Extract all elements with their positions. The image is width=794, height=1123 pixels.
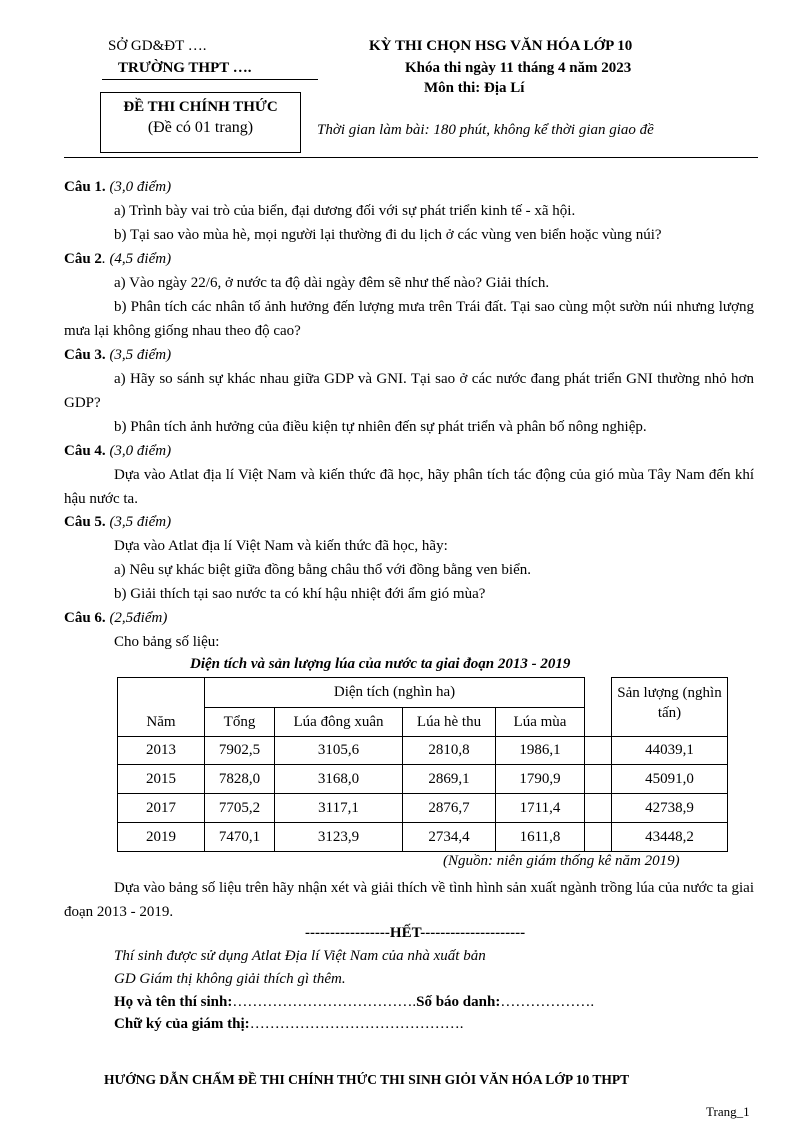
question-points: (3,0 điểm) xyxy=(109,179,172,195)
question-part: b) Tại sao vào mùa hè, mọi người lại thường đi du lịch ở các vùng ven biển hoặc vùng núi? xyxy=(114,227,662,243)
supervisor-sign xyxy=(114,1016,463,1033)
header-area-group: Diện tích (nghìn ha) xyxy=(205,678,585,708)
cell-total: 7828,0 xyxy=(205,765,275,794)
question-label: Câu 4. xyxy=(64,443,106,459)
pages-note: (Đề có 01 trang) xyxy=(147,119,254,136)
name-dots: ………………………………. xyxy=(232,994,417,1010)
question-part: Cho bảng số liệu: xyxy=(114,634,220,650)
school-underline xyxy=(102,79,318,80)
cell-year: 2015 xyxy=(118,765,205,794)
question-label: Câu 6. xyxy=(64,610,106,626)
question-points: . (4,5 điểm) xyxy=(101,251,172,267)
data-table xyxy=(117,677,728,852)
exam-title: KỲ THI CHỌN HSG VĂN HÓA LỚP 10 xyxy=(369,38,633,54)
cell-winter: 3168,0 xyxy=(275,765,403,794)
official-label: ĐỀ THI CHÍNH THỨC xyxy=(123,99,278,115)
table-row xyxy=(118,765,728,794)
page-number: Trang_1 xyxy=(706,1104,750,1119)
table-spacer xyxy=(585,678,612,737)
cell-total: 7470,1 xyxy=(205,823,275,852)
dept-name: SỞ GD&ĐT …. xyxy=(108,38,207,54)
question-points: (3,5 điểm) xyxy=(109,514,172,530)
question-part: b) Phân tích các nhân tố ảnh hưởng đến lượng mưa trên Trái đất. Tại sao cùng một sườn núi nhưng lượng mưa lại không giống nhau theo độ cao? xyxy=(64,299,754,339)
cell-autumn: 1790,9 xyxy=(496,765,585,794)
cell-winter: 3105,6 xyxy=(275,737,403,765)
official-exam-box xyxy=(100,92,301,153)
question-part: Dựa vào Atlat địa lí Việt Nam và kiến thức đã học, hãy: xyxy=(114,538,448,554)
cell-autumn: 1711,4 xyxy=(496,794,585,823)
header-year: Năm xyxy=(118,678,205,737)
question-points: (3,0 điểm) xyxy=(109,443,172,459)
cell-year: 2017 xyxy=(118,794,205,823)
question-5-heading xyxy=(64,511,754,535)
question-4-heading xyxy=(64,440,754,464)
cell-year: 2013 xyxy=(118,737,205,765)
table-spacer xyxy=(585,737,612,765)
table-title: Diện tích và sản lượng lúa của nước ta giai đoạn 2013 - 2019 xyxy=(190,656,571,672)
end-marker: -----------------HẾT--------------------- xyxy=(305,925,526,941)
question-6-task: Dựa vào bảng số liệu trên hãy nhận xét và giải thích về tình hình sản xuất ngành trồng lúa của nước ta giai đoạn 2013 - 2019. xyxy=(64,880,754,920)
question-label: Câu 2 xyxy=(64,251,102,267)
cell-winter: 3117,1 xyxy=(275,794,403,823)
footer-title: HƯỚNG DẪN CHẤM ĐỀ THI CHÍNH THỨC THI SINH GIỎI VĂN HÓA LỚP 10 THPT xyxy=(104,1072,630,1087)
cell-output: 43448,2 xyxy=(612,823,728,852)
cell-output: 42738,9 xyxy=(612,794,728,823)
question-part: a) Hãy so sánh sự khác nhau giữa GDP và GNI. Tại sao ở các nước đang phát triển GNI thường nhỏ hơn GDP? xyxy=(64,371,754,411)
question-label: Câu 5. xyxy=(64,514,106,530)
table-row xyxy=(118,794,728,823)
candidate-info xyxy=(114,994,594,1011)
question-part: Dựa vào Atlat địa lí Việt Nam và kiến thức đã học, hãy phân tích tác động của gió mùa Tây Nam đến khí hậu nước ta. xyxy=(64,467,754,507)
header-main-season: Lúa mùa xyxy=(496,708,585,737)
sign-label: Chữ ký của giám thị: xyxy=(114,1016,250,1032)
cell-summer: 2734,4 xyxy=(403,823,496,852)
exam-date: Khóa thi ngày 11 tháng 4 năm 2023 xyxy=(405,60,632,76)
note-line-1: Thí sinh được sử dụng Atlat Địa lí Việt Nam của nhà xuất bản xyxy=(114,948,486,964)
question-6-heading xyxy=(64,607,754,631)
question-3-heading xyxy=(64,344,754,368)
question-part: a) Nêu sự khác biệt giữa đồng bằng châu thổ với đồng bằng ven biển. xyxy=(114,562,532,578)
school-name: TRƯỜNG THPT …. xyxy=(118,60,252,76)
question-part: a) Vào ngày 22/6, ở nước ta độ dài ngày đêm sẽ như thế nào? Giải thích. xyxy=(114,275,550,291)
question-label: Câu 1. xyxy=(64,179,106,195)
question-2-heading xyxy=(64,248,754,272)
header-total: Tổng xyxy=(205,708,275,737)
cell-total: 7902,5 xyxy=(205,737,275,765)
header-divider xyxy=(64,157,758,158)
note-line-2: GD Giám thị không giải thích gì thêm. xyxy=(114,971,346,987)
table-row xyxy=(118,737,728,765)
question-part: a) Trình bày vai trò của biển, đại dương đối với sự phát triển kinh tế - xã hội. xyxy=(114,203,576,219)
cell-winter: 3123,9 xyxy=(275,823,403,852)
question-label: Câu 3. xyxy=(64,347,106,363)
question-1-heading xyxy=(64,176,754,200)
cell-total: 7705,2 xyxy=(205,794,275,823)
time-note: Thời gian làm bài: 180 phút, không kể thời gian giao đề xyxy=(317,122,654,138)
header-winter-spring: Lúa đông xuân xyxy=(275,708,403,737)
question-points: (2,5điểm) xyxy=(109,610,168,626)
cell-summer: 2876,7 xyxy=(403,794,496,823)
question-part: b) Giải thích tại sao nước ta có khí hậu nhiệt đới ẩm gió mùa? xyxy=(114,586,486,602)
id-label: Số báo danh: xyxy=(416,994,501,1010)
question-part: b) Phân tích ảnh hưởng của điều kiện tự nhiên đến sự phát triển và phân bố nông nghiệp. xyxy=(114,419,647,435)
table-spacer xyxy=(585,794,612,823)
table-spacer xyxy=(585,765,612,794)
header-output: Sản lượng (nghìn tấn) xyxy=(612,678,728,737)
cell-output: 45091,0 xyxy=(612,765,728,794)
question-points: (3,5 điểm) xyxy=(109,347,172,363)
cell-year: 2019 xyxy=(118,823,205,852)
sign-dots: ……………………………………. xyxy=(249,1016,464,1032)
table-row xyxy=(118,823,728,852)
header-summer-autumn: Lúa hè thu xyxy=(403,708,496,737)
cell-summer: 2869,1 xyxy=(403,765,496,794)
name-label: Họ và tên thí sinh: xyxy=(114,994,233,1010)
table-spacer xyxy=(585,823,612,852)
table-source: (Nguồn: niên giám thống kê năm 2019) xyxy=(443,853,680,869)
cell-summer: 2810,8 xyxy=(403,737,496,765)
id-dots: ………………. xyxy=(500,994,595,1010)
cell-output: 44039,1 xyxy=(612,737,728,765)
cell-autumn: 1611,8 xyxy=(496,823,585,852)
cell-autumn: 1986,1 xyxy=(496,737,585,765)
exam-subject: Môn thi: Địa Lí xyxy=(424,80,525,96)
